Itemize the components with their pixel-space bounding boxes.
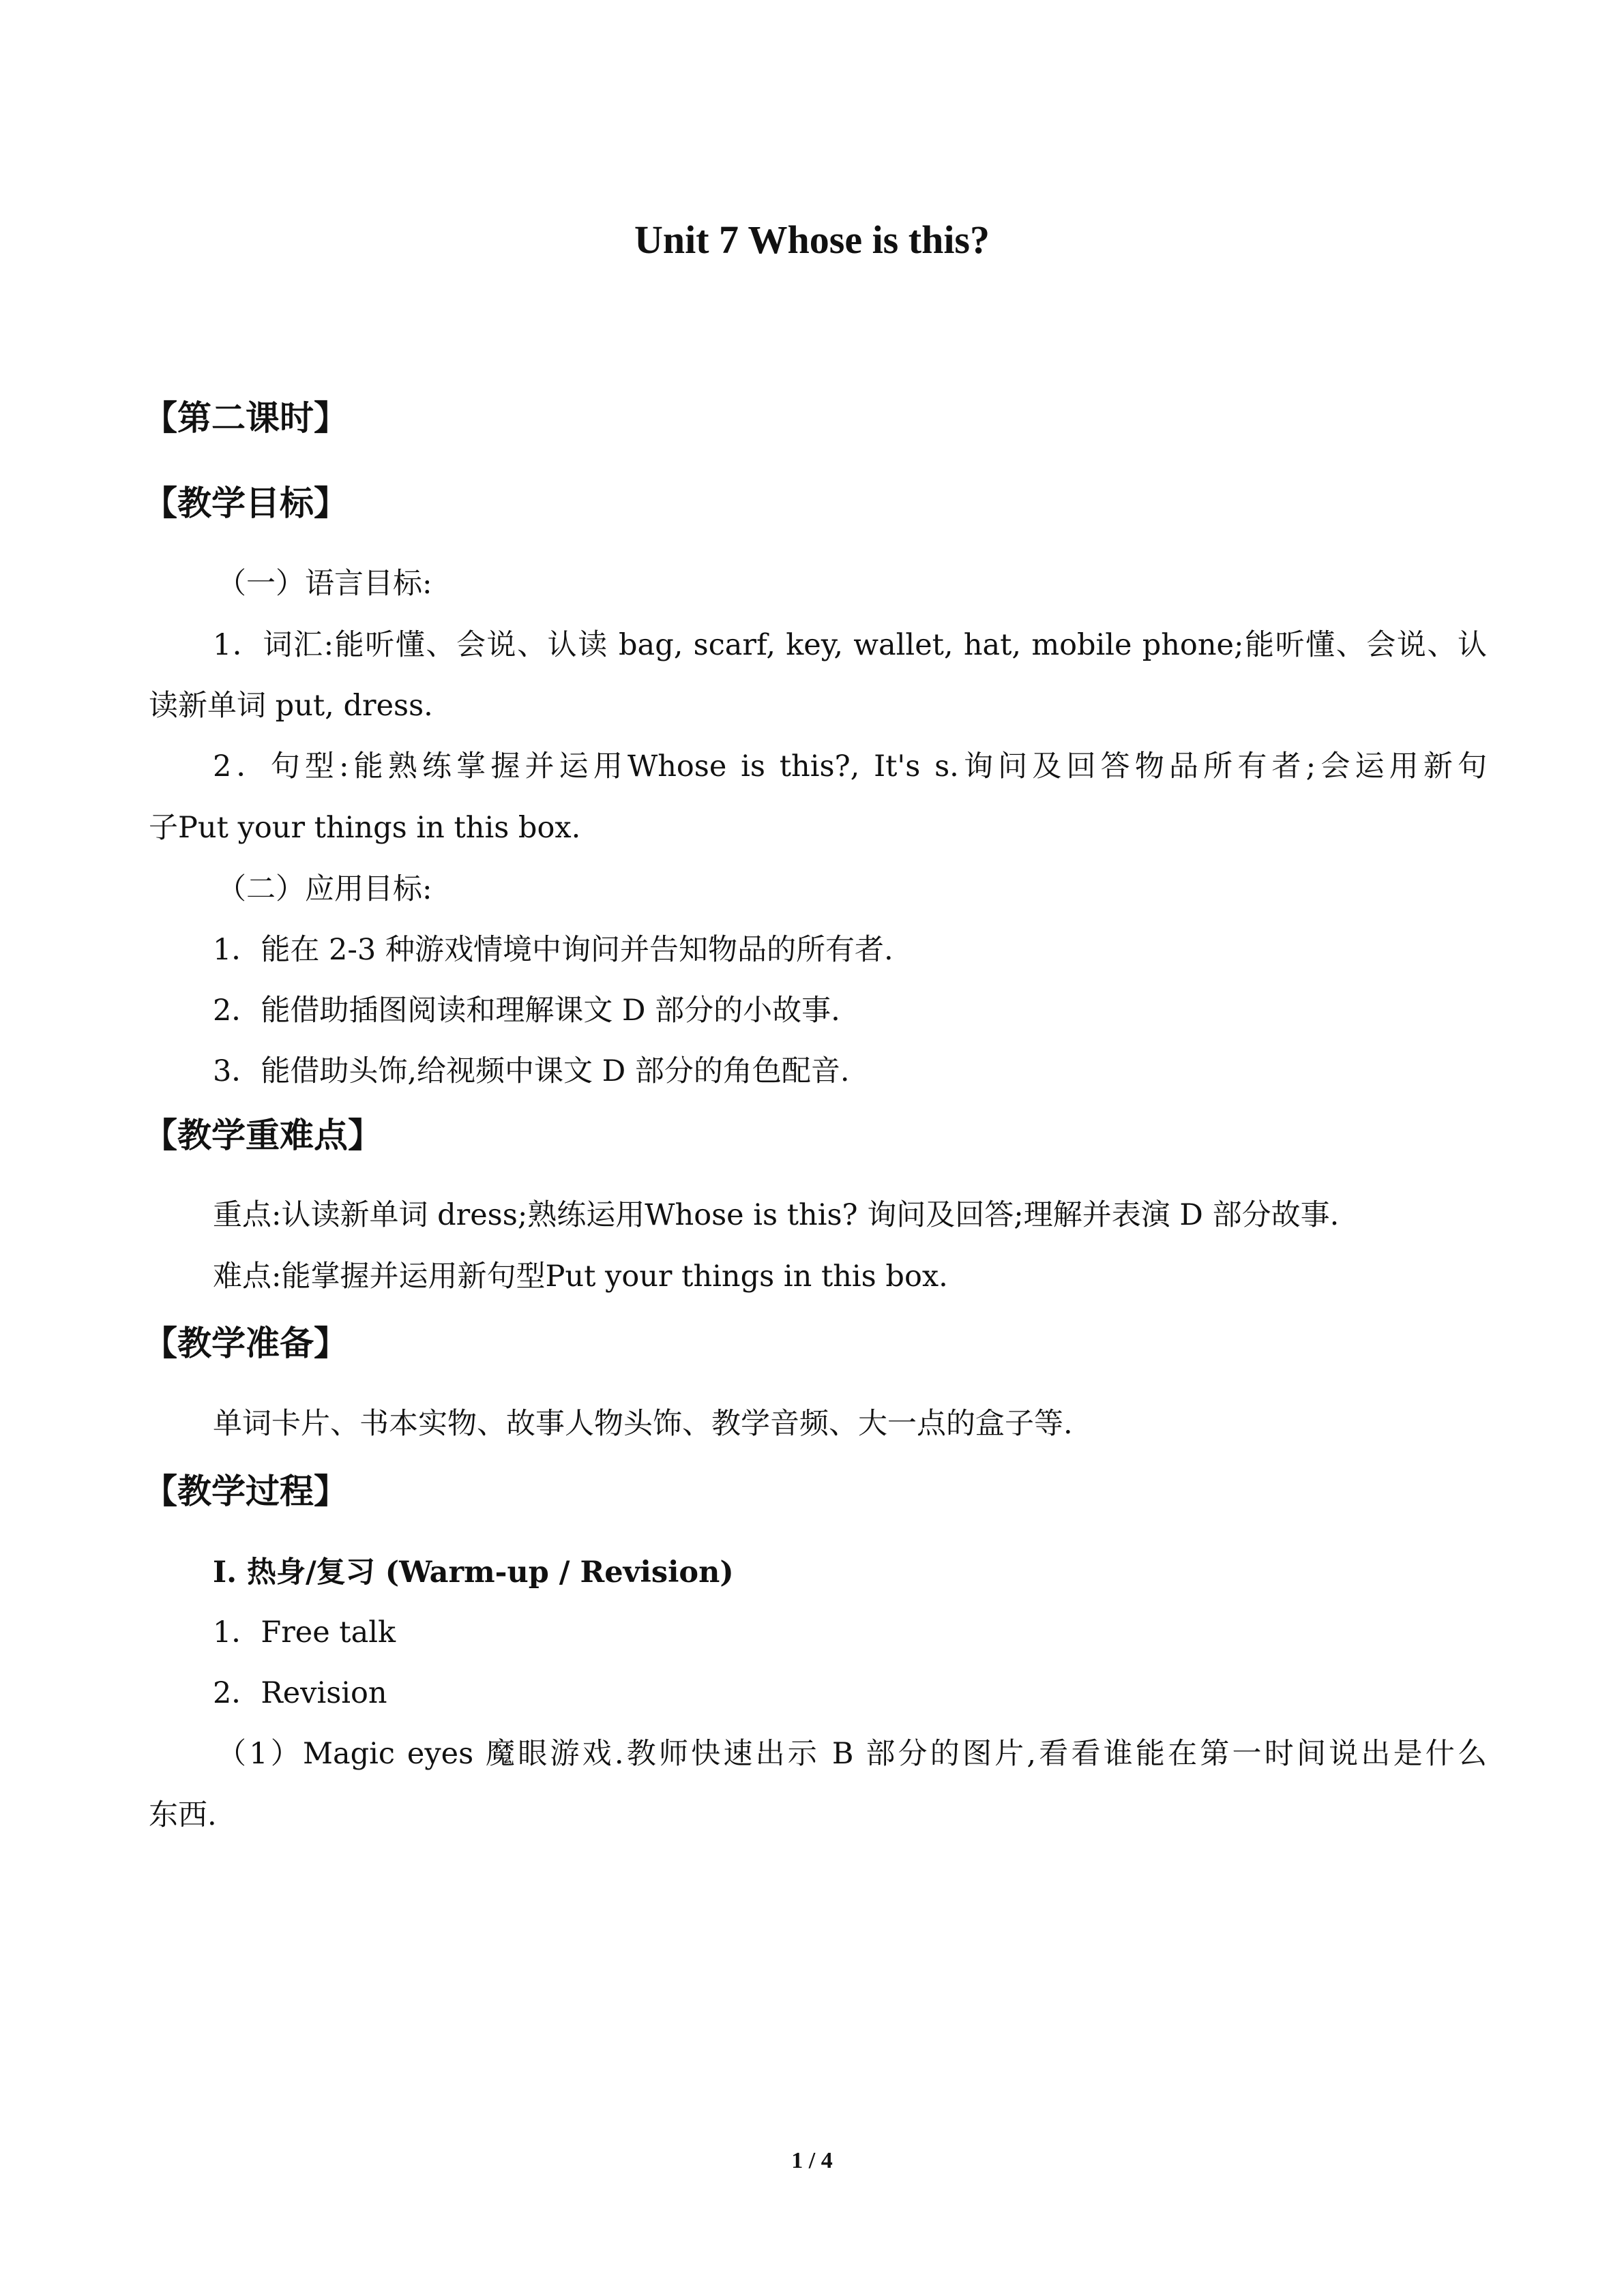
sentence-pattern-line-1: 2．句型:能熟练掌握并运用Whose is this?, It's s.询问及回答物品所有者;会运用新句 [213, 749, 1487, 784]
application-item-1: 1．能在 2-3 种游戏情境中询问并告知物品的所有者. [213, 933, 894, 967]
application-goal-label: （二）应用目标: [217, 872, 432, 906]
preparation-text: 单词卡片、书本实物、故事人物头饰、教学音频、大一点的盒子等. [213, 1407, 1073, 1441]
key-points-heading: 【教学重难点】 [143, 1116, 382, 1155]
preparation-heading: 【教学准备】 [143, 1324, 348, 1363]
application-item-3: 3．能借助头饰,给视频中课文 D 部分的角色配音. [213, 1054, 850, 1088]
step-1-title: I. 热身/复习 (Warm-up / Revision) [213, 1555, 734, 1590]
application-item-2: 2．能借助插图阅读和理解课文 D 部分的小故事. [213, 994, 840, 1028]
objectives-heading: 【教学目标】 [143, 483, 348, 523]
sentence-pattern-line-2: 子Put your things in this box. [149, 811, 581, 845]
vocabulary-line-1: 1．词汇:能听懂、会说、认读 bag, scarf, key, wallet, hat, mobile phone;能听懂、会说、认 [213, 628, 1487, 662]
process-item-2: 2．Revision [213, 1676, 387, 1710]
difficulty-point: 难点:能掌握并运用新句型Put your things in this box. [213, 1259, 948, 1294]
vocabulary-line-2: 读新单词 put, dress. [149, 689, 433, 723]
process-heading: 【教学过程】 [143, 1472, 348, 1511]
page-number: 1 / 4 [791, 2148, 833, 2173]
lesson-heading: 【第二课时】 [143, 398, 348, 438]
process-item-1: 1．Free talk [213, 1615, 396, 1650]
language-goal-label: （一）语言目标: [217, 567, 432, 601]
document-title: Unit 7 Whose is this? [634, 218, 990, 262]
magic-eyes-line-2: 东西. [149, 1798, 217, 1832]
focus-point: 重点:认读新单词 dress;熟练运用Whose is this? 询问及回答;理解并表演 D 部分故事. [213, 1198, 1340, 1232]
magic-eyes-line-1: （1）Magic eyes 魔眼游戏.教师快速出示 B 部分的图片,看看谁能在第一时间说出是什么 [217, 1737, 1487, 1771]
